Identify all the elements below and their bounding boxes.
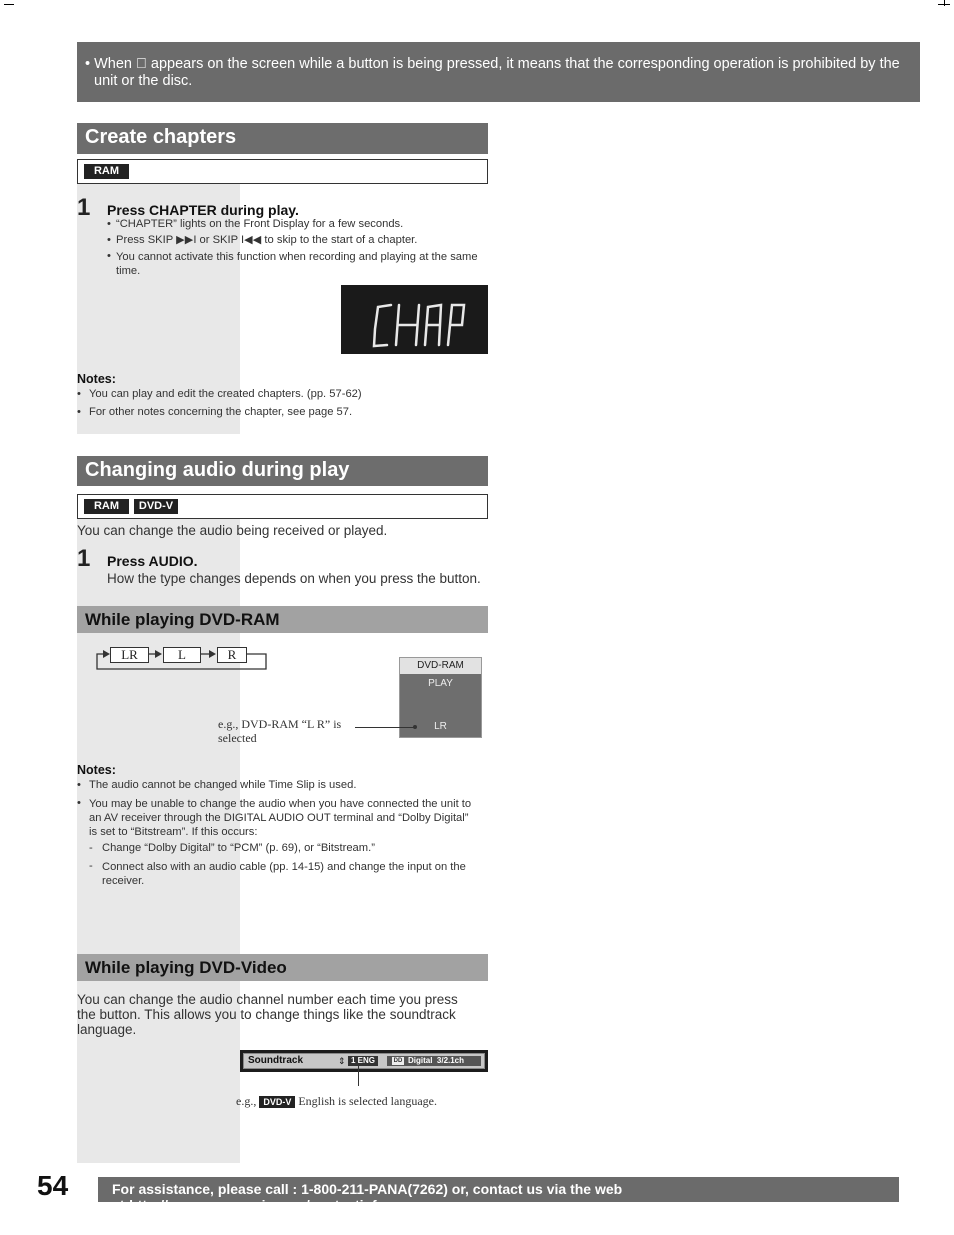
audio-cycle-diagram [90,643,270,673]
page-number: 54 [37,1170,69,1201]
disc-tag-dvd-v: DVD-V [134,499,178,514]
soundtrack-osd-bar [240,1050,488,1072]
step-text: How the type changes depends on when you press the button. [107,571,481,586]
caption-tag-dvd-v: DVD-V [259,1096,295,1108]
dvd-ram-osd [399,657,482,738]
soundtrack-caption [236,1094,437,1108]
format-value: Digital 3/2.1ch [408,1056,465,1065]
sub-note-item: - Connect also with an audio cable (pp. 14-15) and change the input on the receiver. [89,860,466,887]
lcd-text: CHAP [341,285,344,286]
caption-text: English is selected language. [298,1094,437,1108]
callout-line [358,1066,359,1086]
notes-label: Notes: [77,763,116,777]
flow-item-lr: LR [110,647,149,663]
step-number: 1 [77,194,91,221]
osd-audio: LR [434,721,447,732]
section-title: Create chapters [85,126,237,148]
soundtrack-label: Soundtrack [248,1055,304,1066]
subsection-title: While playing DVD-RAM [85,610,280,629]
section-title: Changing audio during play [85,459,350,481]
chap-lcd-icon [341,285,488,354]
crop-mark [4,4,14,5]
step-heading: Press AUDIO. [107,553,198,569]
crop-mark [938,4,950,5]
disc-tag-ram: RAM [84,164,129,179]
crop-mark [944,0,945,6]
note-item: • You may be unable to change the audio when you have connected the unit to an AV receiver through the DIGITAL AUDIO OUT terminal and “Dolby Digital” is set to “Bitstream”. If this occurs: [77,797,472,838]
prohibited-notice-text: • When ⃠ appears on the screen while a button is being pressed, it means that the corresponding operation is prohibited by the unit or the disc. [85,56,900,89]
subsection-header-dvd-ram [77,606,488,633]
notes-label: Notes: [77,372,116,386]
osd-header: DVD-RAM [400,658,481,674]
subsection-header-dvd-video [77,954,488,981]
step-heading: Press CHAPTER during play. [107,202,299,218]
up-down-arrows-icon: ⇕ [338,1056,346,1066]
footer-text: For assistance, please call : 1-800-211-PANA(7262) or, contact us via the web at:http://www.panasonic.com/contactinfo [112,1181,623,1213]
flow-item-l: L [163,647,201,663]
callout-line [355,727,415,728]
dolby-icon: DD [393,1058,403,1064]
intro-text: You can change the audio being received or played. [77,523,388,538]
disc-tag-ram: RAM [84,499,129,514]
front-display-lcd [341,285,488,354]
osd-play: PLAY [428,678,453,689]
track-value: 1 ENG [348,1056,378,1066]
dvd-video-text: You can change the audio channel number each time you press the button. This allows you to change things like the soundtrack language. [77,992,458,1037]
assistance-footer [98,1177,899,1213]
disc-tag-bar [77,159,488,184]
bullet-item: • You cannot activate this function when recording and playing at the same time. [107,250,478,277]
disc-tag-bar [77,494,488,519]
step-number: 1 [77,545,91,572]
section-header-changing-audio [77,456,488,486]
callout-dot [413,725,417,729]
subsection-title: While playing DVD-Video [85,958,287,977]
prohibited-notice-banner [77,42,920,102]
flow-item-r: R [217,647,247,663]
section-header-create-chapters [77,123,488,154]
format-box [387,1056,481,1066]
caption-prefix: e.g., [236,1094,257,1108]
osd-caption: e.g., DVD-RAM “L R” is selected [218,717,342,745]
